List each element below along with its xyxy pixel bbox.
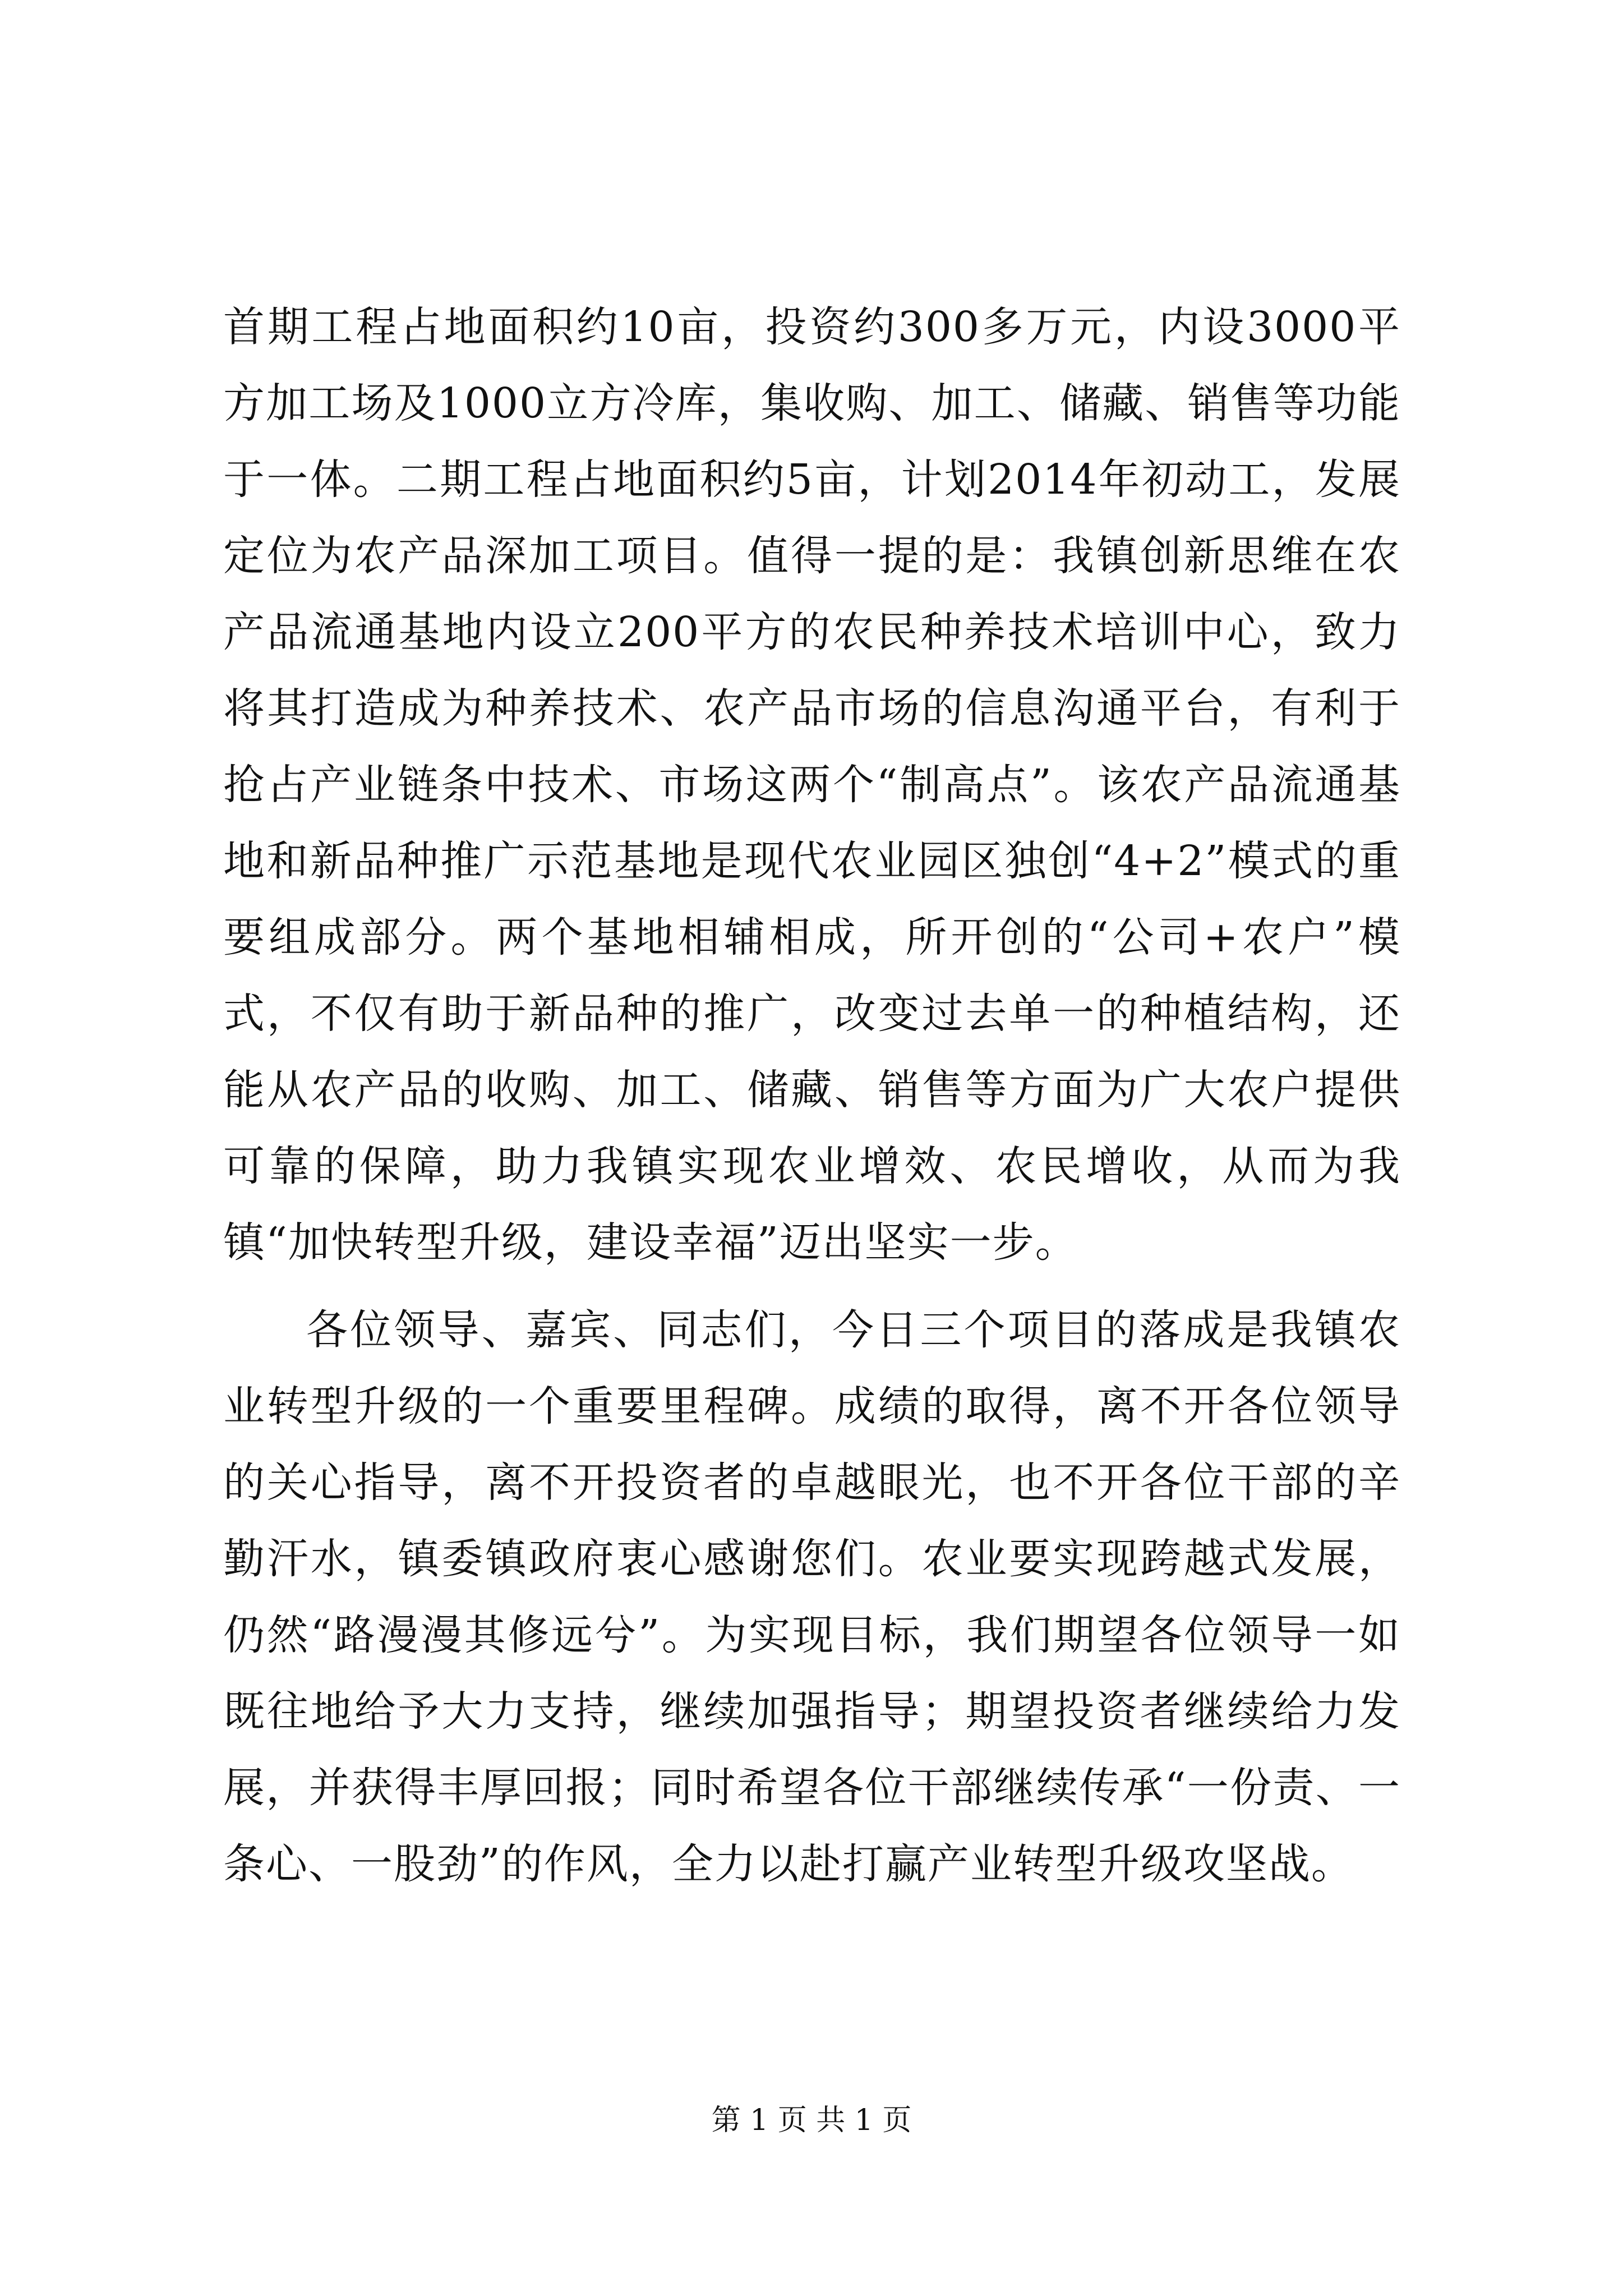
page-footer: 第 1 页 共 1 页	[711, 2104, 912, 2137]
paragraph-1: 首期工程占地面积约10亩，投资约300多万元，内设3000平方加工场及1000立方冷库，集收购、加工、储藏、销售等功能于一体。二期工程占地面积约5亩，计划2014年初动工，发展定位为农产品深加工项目。值得一提的是：我镇创新思维在农产品流通基地内设立200平方的农民种养技术培训中心，致力将其打造成为种养技术、农产品市场的信息沟通平台，有利于抢占产业链条中技术、市场这两个“制高点”。该农产品流通基地和新品种推广示范基地是现代农业园区独创“4+2”模式的重要组成部分。两个基地相辅相成，所开创的“公司+农户”模式，不仅有助于新品种的推广，改变过去单一的种植结构，还能从农产品的收购、加工、储藏、销售等方面为广大农户提供可靠的保障，助力我镇实现农业增效、农民增收，从而为我镇“加快转型升级，建设幸福”迈出坚实一步。	[223, 303, 1401, 1267]
paragraph-2: 各位领导、嘉宾、同志们，今日三个项目的落成是我镇农业转型升级的一个重要里程碑。成绩的取得，离不开各位领导的关心指导，离不开投资者的卓越眼光，也不开各位干部的辛勤汗水，镇委镇政府衷心感谢您们。农业要实现跨越式发展，仍然“路漫漫其修远兮”。为实现目标，我们期望各位领导一如既往地给予大力支持，继续加强指导；期望投资者继续给力发展，并获得丰厚回报；同时希望各位干部继续传承“一份责、一条心、一股劲”的作风，全力以赴打赢产业转型升级攻坚战。	[223, 1306, 1401, 1888]
document-body	[223, 289, 1401, 1902]
